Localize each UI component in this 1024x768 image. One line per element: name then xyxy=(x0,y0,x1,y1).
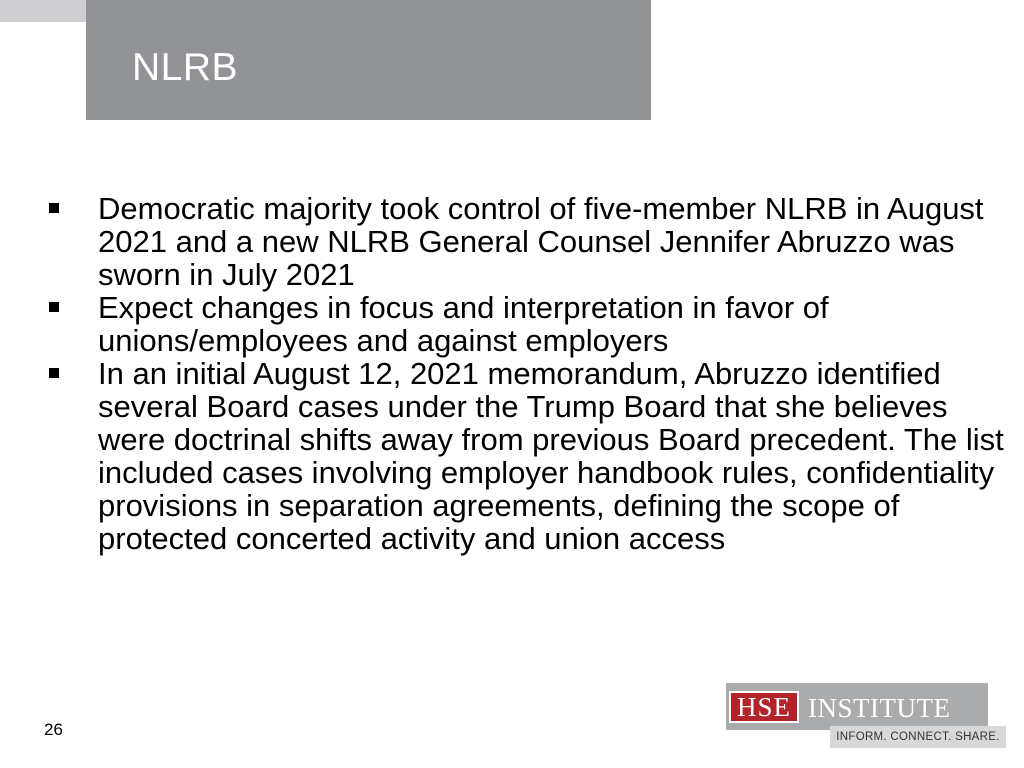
logo-mark: HSE xyxy=(729,691,799,723)
bullet-item xyxy=(44,291,1004,357)
slide-title: NLRB xyxy=(132,46,239,89)
logo-name: INSTITUTE xyxy=(808,693,951,723)
square-bullet-icon xyxy=(49,368,59,378)
bullet-item xyxy=(44,357,1004,555)
square-bullet-icon xyxy=(49,302,59,312)
bullet-text: Expect changes in focus and interpretation in favor of unions/employees and against employers xyxy=(98,290,829,358)
bullet-text: In an initial August 12, 2021 memorandum, Abruzzo identified several Board cases under the Trump Board that she believes were doctrinal shifts away from previous Board precedent. The list included cases involving employer handbook rules, confidentiality provisions in separation agreements, defining the scope of protected concerted activity and union access xyxy=(98,356,1004,556)
bullet-list xyxy=(44,192,1004,555)
bullet-item xyxy=(44,192,1004,291)
page-number: 26 xyxy=(44,720,63,739)
hse-institute-logo xyxy=(726,683,1006,749)
logo-tagline: INFORM. CONNECT. SHARE. xyxy=(830,726,1006,748)
bullet-text: Democratic majority took control of five-member NLRB in August 2021 and a new NLRB General Counsel Jennifer Abruzzo was sworn in July 2021 xyxy=(98,191,984,292)
square-bullet-icon xyxy=(49,203,59,213)
